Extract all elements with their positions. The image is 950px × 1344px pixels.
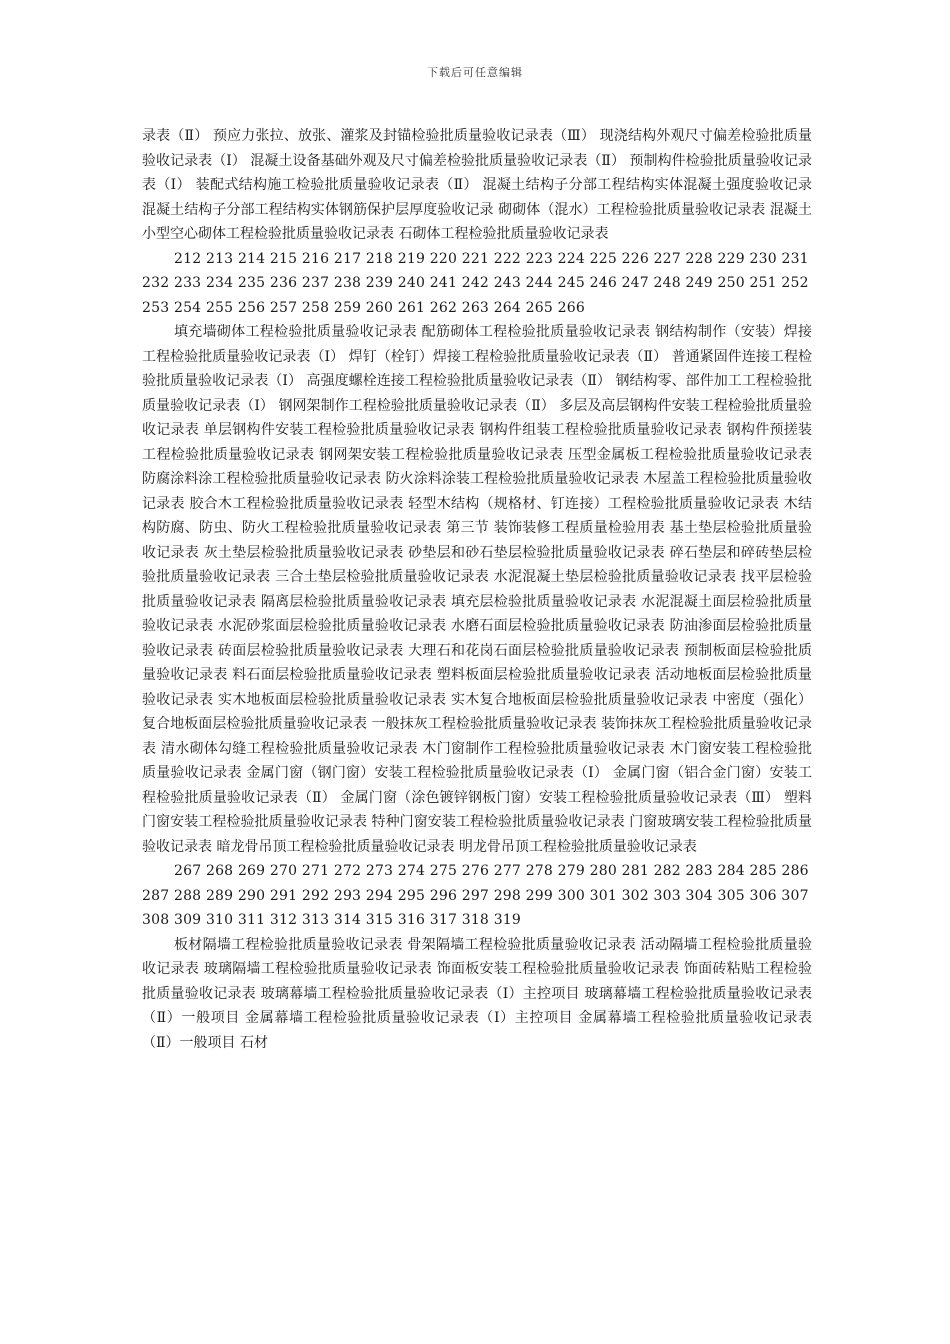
page-numbers-212-266: 212 213 214 215 216 217 218 219 220 221 222 223 224 225 226 227 228 229 230 231 232 233 234 235 236 237 238 239 240 241 242 243 244 245 246 247 248 249 250 251 252 253 254 255 256 257 258 259 260 261 262 263 264 265 266: [142, 250, 809, 316]
paragraph-concrete-masonry-forms: 录表（Ⅱ） 预应力张拉、放张、灌浆及封锚检验批质量验收记录表（Ⅲ） 现浇结构外观尺寸偏差检验批质量验收记录表（Ⅰ） 混凝土设备基础外观及尺寸偏差检验批质量验收记录表（Ⅱ） 预制构件检验批质量验收记录表（Ⅰ） 装配式结构施工检验批质量验收记录表（Ⅱ） 混凝土结构子分部工程结构实体混凝土强度验收记录 混凝土结构子分部工程结构实体钢筋保护层厚度验收记录 砌砌体（混水）工程检验批质量验收记录表 混凝土小型空心砌体工程检验批质量验收记录表 石砌体工程检验批质量验收记录表: [142, 128, 812, 242]
paragraph-partition-curtain-wall-forms: 板材隔墙工程检验批质量验收记录表 骨架隔墙工程检验批质量验收记录表 活动隔墙工程检验批质量验收记录表 玻璃隔墙工程检验批质量验收记录表 饰面板安装工程检验批质量验收记录表 饰面砖粘贴工程检验批质量验收记录表 玻璃幕墙工程检验批质量验收记录表（Ⅰ）主控项目 玻璃幕墙工程检验批质量验收记录表（Ⅱ）一般项目 金属幕墙工程检验批质量验收记录表（Ⅰ）主控项目 金属幕墙工程检验批质量验收记录表（Ⅱ）一般项目 石材: [142, 936, 812, 1051]
paragraph-steel-wood-decoration-forms: 填充墙砌体工程检验批质量验收记录表 配筋砌体工程检验批质量验收记录表 钢结构制作（安装）焊接工程检验批质量验收记录表（Ⅰ） 焊钉（栓钉）焊接工程检验批质量验收记录表（Ⅱ） 普通紧固件连接工程检验批质量验收记录表（Ⅰ） 高强度螺栓连接工程检验批质量验收记录表（Ⅱ） 钢结构零、部件加工工程检验批质量验收记录表（Ⅰ） 钢网架制作工程检验批质量验收记录表（Ⅱ） 多层及高层钢构件安装工程检验批质量验收记录表 单层钢构件安装工程检验批质量验收记录表 钢构件组装工程检验批质量验收记录表 钢构件预搓装工程检验批质量验收记录表 钢网架安装工程检验批质量验收记录表 压型金属板工程检验批质量验收记录表 防腐涂料涂工程检验批质量验收记录表 防火涂料涂装工程检验批质量验收记录表 木屋盖工程检验批质量验收记录表 胶合木工程检验批质量验收记录表 轻型木结构（规格材、钉连接）工程检验批质量验收记录表 木结构防腐、防虫、防火工程检验批质量验收记录表 第三节 装饰装修工程质量检验用表 基土垫层检验批质量验收记录表 灰土垫层检验批质量验收记录表 砂垫层和砂石垫层检验批质量验收记录表 碎石垫层和碎砖垫层检验批质量验收记录表 三合土垫层检验批质量验收记录表 水泥混凝土垫层检验批质量验收记录表 找平层检验批质量验收记录表 隔离层检验批质量验收记录表 填充层检验批质量验收记录表 水泥混凝土面层检验批质量验收记录表 水泥砂浆面层检验批质量验收记录表 水磨石面层检验批质量验收记录表 防油渗面层检验批质量验收记录表 砖面层检验批质量验收记录表 大理石和花岗石面层检验批质量验收记录表 预制板面层检验批质量验收记录表 料石面层检验批质量验收记录表 塑料板面层检验批质量验收记录表 活动地板面层检验批质量验收记录表 实木地板面层检验批质量验收记录表 实木复合地板面层检验批质量验收记录表 中密度（强化）复合地板面层检验批质量验收记录表 一般抹灰工程检验批质量验收记录表 装饰抹灰工程检验批质量验收记录表 清水砌体勾缝工程检验批质量验收记录表 木门窗制作工程检验批质量验收记录表 木门窗安装工程检验批质量验收记录表 金属门窗（钢门窗）安装工程检验批质量验收记录表（Ⅰ） 金属门窗（铝合金门窗）安装工程检验批质量验收记录表（Ⅱ） 金属门窗（涂色镀锌钢板门窗）安装工程检验批质量验收记录表（Ⅲ） 塑料门窗安装工程检验批质量验收记录表 特种门窗安装工程检验批质量验收记录表 门窗玻璃安装工程检验批质量验收记录表 暗龙骨吊顶工程检验批质量验收记录表 明龙骨吊顶工程检验批质量验收记录表: [142, 324, 812, 855]
page-numbers-267-319: 267 268 269 270 271 272 273 274 275 276 277 278 279 280 281 282 283 284 285 286 287 288 289 290 291 292 293 294 295 296 297 298 299 300 301 302 303 304 305 306 307 308 309 310 311 312 313 314 315 316 317 318 319: [142, 863, 809, 928]
page-header: 下载后可任意编辑: [427, 66, 523, 79]
document-body: [142, 124, 812, 1055]
